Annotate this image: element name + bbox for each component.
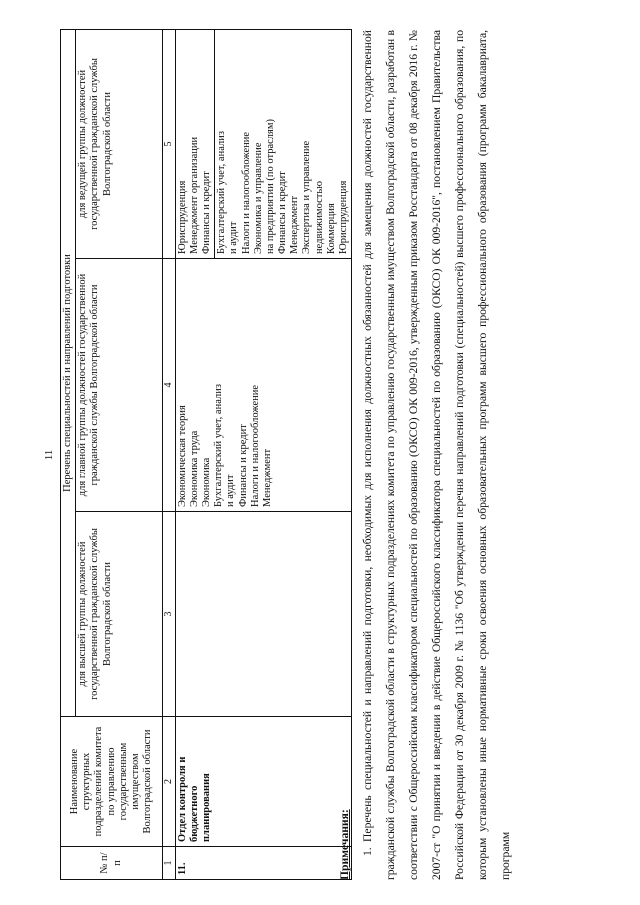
row-highest-group-cell [175,512,351,717]
list-item: на предприятии (по отраслям) [264,118,276,254]
list-item: Бухгалтерский учет, анализ [213,384,225,507]
column-number: 3 [163,512,176,717]
header-highest-group: для высшей группы должностей государственной гражданской службы Волгоградской области [76,512,163,717]
list-item: Экономика и управление [252,142,264,254]
list-item: Налоги и налогообложение [249,384,261,507]
list-item: Экономика [201,457,213,507]
column-number: 1 [163,847,176,880]
table-row-top [175,29,215,879]
column-number: 2 [163,717,176,847]
row-main-group-list [175,259,351,512]
list-item: Менеджмент организации [188,136,200,254]
list-item: Финансы и кредит [201,171,213,254]
row-department-name: Отдел контроля и бюджетного планирования [175,717,351,847]
header-leading-group: для ведущей группы должностей государственной гражданской службы Волгоградской области [76,29,163,258]
header-department: Наименование структурных подразделений комитета по управлению государственным имуществом Волгоградской области [61,717,163,847]
header-main-group: для главной группы должностей государственной гражданской службы Волгоградской области [76,259,163,512]
header-specialties-group: Перечень специальностей и направлений подготовки [61,29,76,716]
row-leading-group-list-top [175,29,215,258]
header-number: № п/п [61,847,163,880]
column-number: 4 [163,259,176,512]
list-item: недвижимостью [313,181,325,254]
list-item: Коммерция [325,203,337,254]
list-item: Экспертиза и управление [301,140,313,254]
list-item: Бухгалтерский учет, анализ [216,131,228,254]
row-leading-group-list-bottom [215,29,352,258]
list-item: Юриспруденция [338,180,349,254]
list-item: Юриспруденция [176,180,188,254]
specialties-table [60,29,352,880]
list-item: Экономическая теория [176,405,188,507]
notes-title: Примечания: [338,809,351,880]
list-item: Менеджмент [261,448,273,507]
list-item: Финансы и кредит [237,424,249,507]
page-number: 11 [43,449,55,461]
list-item: Налоги и налогообложение [240,131,252,254]
list-item: Экономика труда [188,430,200,507]
column-number-row [163,29,176,879]
list-item: и аудит [225,474,237,507]
notes-section [333,30,517,880]
row-number: 11. [175,847,351,880]
rotated-content [40,30,600,880]
list-item: Финансы и кредит [277,171,289,254]
column-number: 5 [163,29,176,258]
list-item: и аудит [228,221,240,254]
notes-paragraph: 1. Перечень специальностей и направлений подготовки, необходимых для исполнения должностных обязанностей для замещения должностей государственной гражданской службы Волгоградской области в структурных подразделениях комитета по управлению государственным имуществом Волгоградской области, разработан в соответствии с Общероссийским классификатором специальностей по образованию (ОКСО) ОК 009-2016, утвержденным приказом Росстандарта от 08 декабря 2016 г. № 2007-ст "О принятии и введении в действие Общероссийского классификатора специальностей по образованию (ОКСО) ОК 009-2016", постановлением Правительства Российской Федерации от 30 декабря 2009 г. № 1136 "Об утверждении перечня направлений подготовки (специальностей) высшего профессионального образования, по которым установлены иные нормативные сроки освоения основных образовательных программ высшего профессионального образования (программ бакалавриата, программ [361,30,512,880]
table-header-row [61,29,76,879]
list-item: Менеджмент [289,195,301,254]
